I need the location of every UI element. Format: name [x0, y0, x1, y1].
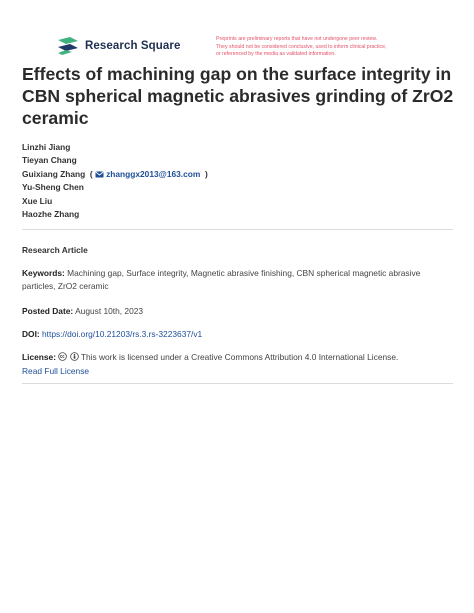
author-name: Haozhe Zhang — [22, 209, 80, 220]
author-name: Tieyan Chang — [22, 155, 77, 166]
cc-icon — [58, 352, 67, 361]
article-type: Research Article — [22, 245, 88, 255]
posted-date — [22, 305, 452, 318]
section-divider — [22, 229, 453, 230]
keywords-value: Machining gap, Surface integrity, Magnetic abrasive finishing, CBN spherical magnetic abrasive particles, ZrO2 ceramic — [22, 268, 421, 291]
posted-date-label: Posted Date: — [22, 306, 74, 316]
keywords — [22, 267, 452, 293]
author-email-link[interactable] — [95, 169, 203, 179]
doi-label: DOI: — [22, 329, 40, 339]
section-divider — [22, 383, 453, 384]
author-name: Xue Liu — [22, 195, 53, 206]
preprint-disclaimer-line: Preprints are preliminary reports that have not undergone peer review. — [216, 36, 378, 42]
logo-text: Research Square — [85, 40, 181, 52]
header — [56, 36, 426, 62]
research-square-logo-icon — [56, 36, 80, 56]
preprint-disclaimer-line: or referenced by the media as validated information. — [216, 51, 336, 58]
article-title: Effects of machining gap on the surface integrity in CBN spherical magnetic abrasives grinding of ZrO2 ceramic — [22, 64, 454, 128]
preprint-disclaimer-line: They should not be considered conclusive, used to inform clinical practice, — [216, 43, 387, 50]
author-name: Guixiang Zhang — [22, 168, 86, 179]
license — [22, 351, 452, 378]
doi-link[interactable]: https://doi.org/10.21203/rs.3.rs-3223637/v1 — [42, 329, 203, 339]
corresponding-author — [22, 168, 208, 181]
email-paren-close: ) — [202, 168, 208, 179]
research-square-logo[interactable] — [56, 36, 180, 56]
license-text: This work is licensed under a Creative Commons Attribution 4.0 International License. — [80, 352, 399, 362]
author-name: Yu-Sheng Chen — [22, 182, 84, 193]
author-name: Linzhi Jiang — [22, 142, 71, 152]
mail-icon — [95, 171, 104, 178]
email-paren-open: ( — [87, 168, 93, 179]
author-list — [22, 141, 208, 221]
by-icon — [70, 352, 79, 361]
doi — [22, 328, 452, 341]
license-icons — [58, 352, 78, 365]
keywords-label: Keywords: — [22, 268, 65, 278]
posted-date-value: August 10th, 2023 — [75, 306, 144, 316]
license-label: License: — [22, 352, 56, 362]
read-full-license-link[interactable]: Read Full License — [22, 366, 90, 376]
author-email: zhanggx2013@163.com — [106, 168, 201, 179]
preprint-disclaimer — [216, 36, 438, 59]
